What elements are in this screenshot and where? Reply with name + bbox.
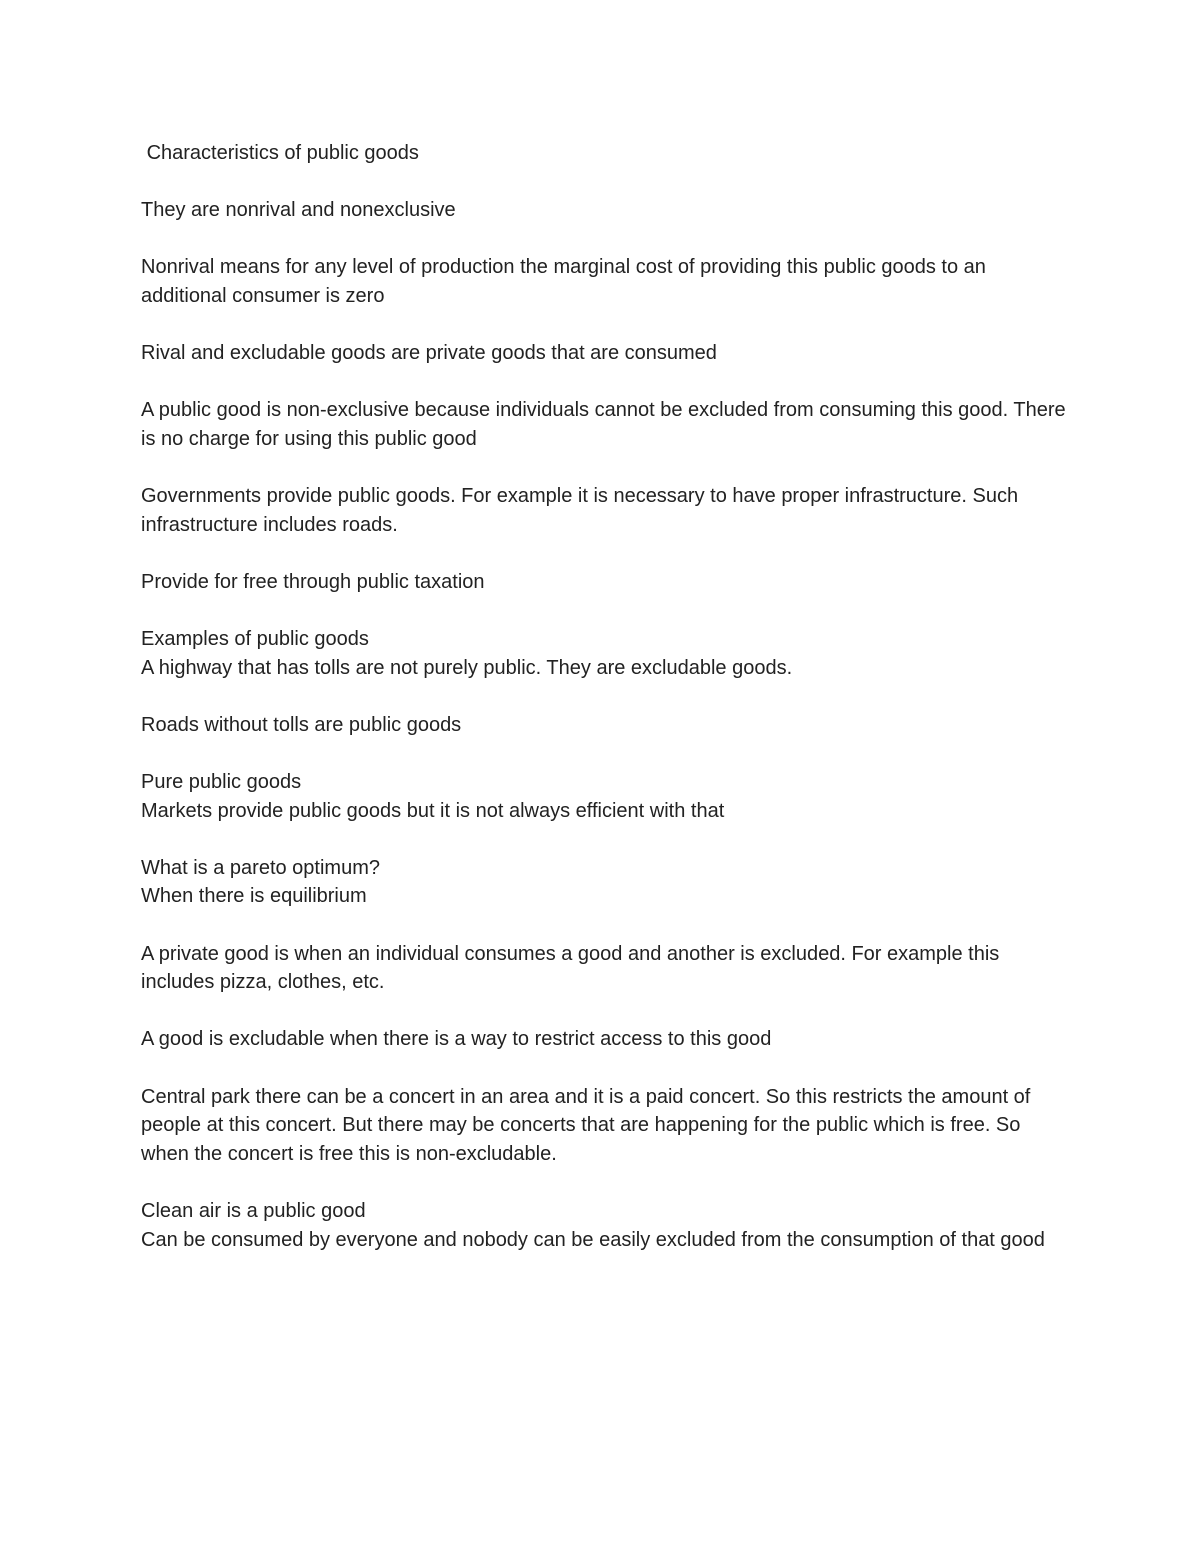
spacer: [141, 1054, 1071, 1083]
paragraph: A highway that has tolls are not purely public. They are excludable goods.: [141, 656, 793, 679]
spacer: [141, 911, 1071, 940]
spacer: [141, 825, 1071, 854]
paragraph: Provide for free through public taxation: [141, 570, 485, 593]
paragraph: Central park there can be a concert in an area and it is a paid concert. So this restricts the amount of people at this concert. But there may be concerts that are happening for the public which is free. So when the concert is free this is non-excludable.: [141, 1085, 1036, 1165]
paragraph: Clean air is a public good: [141, 1199, 366, 1222]
paragraph: They are nonrival and nonexclusive: [141, 199, 456, 222]
paragraph: A private good is when an individual consumes a good and another is excluded. For example this includes pizza, clothes, etc.: [141, 942, 1005, 994]
paragraph: Roads without tolls are public goods: [141, 713, 462, 736]
paragraph: Markets provide public goods but it is not always efficient with that: [141, 799, 725, 822]
spacer: [141, 597, 1071, 626]
paragraph: Nonrival means for any level of production the marginal cost of providing this public goods to an additional consumer is zero: [141, 256, 992, 307]
document-title: Characteristics of public goods: [141, 142, 419, 164]
paragraph: Can be consumed by everyone and nobody can be easily excluded from the consumption of that good: [141, 1228, 1045, 1251]
spacer: [141, 311, 1071, 340]
paragraph: A public good is non-exclusive because individuals cannot be excluded from consuming this good. There is no charge for using this public good: [141, 399, 1072, 450]
spacer: [141, 997, 1071, 1026]
paragraph: When there is equilibrium: [141, 885, 367, 908]
paragraph: What is a pareto optimum?: [141, 856, 380, 879]
paragraph: Governments provide public goods. For example it is necessary to have proper infrastructure. Such infrastructure includes roads.: [141, 485, 1024, 536]
paragraph: A good is excludable when there is a way to restrict access to this good: [141, 1028, 772, 1051]
spacer: [141, 682, 1071, 711]
paragraph: Examples of public goods: [141, 628, 369, 651]
spacer: [141, 1168, 1071, 1197]
spacer: [141, 168, 1071, 197]
spacer: [141, 225, 1071, 254]
document-body: [141, 139, 1071, 1254]
spacer: [141, 454, 1071, 483]
paragraph: Pure public goods: [141, 771, 302, 794]
paragraph: Rival and excludable goods are private goods that are consumed: [141, 342, 717, 365]
spacer: [141, 368, 1071, 397]
spacer: [141, 539, 1071, 568]
spacer: [141, 739, 1071, 768]
